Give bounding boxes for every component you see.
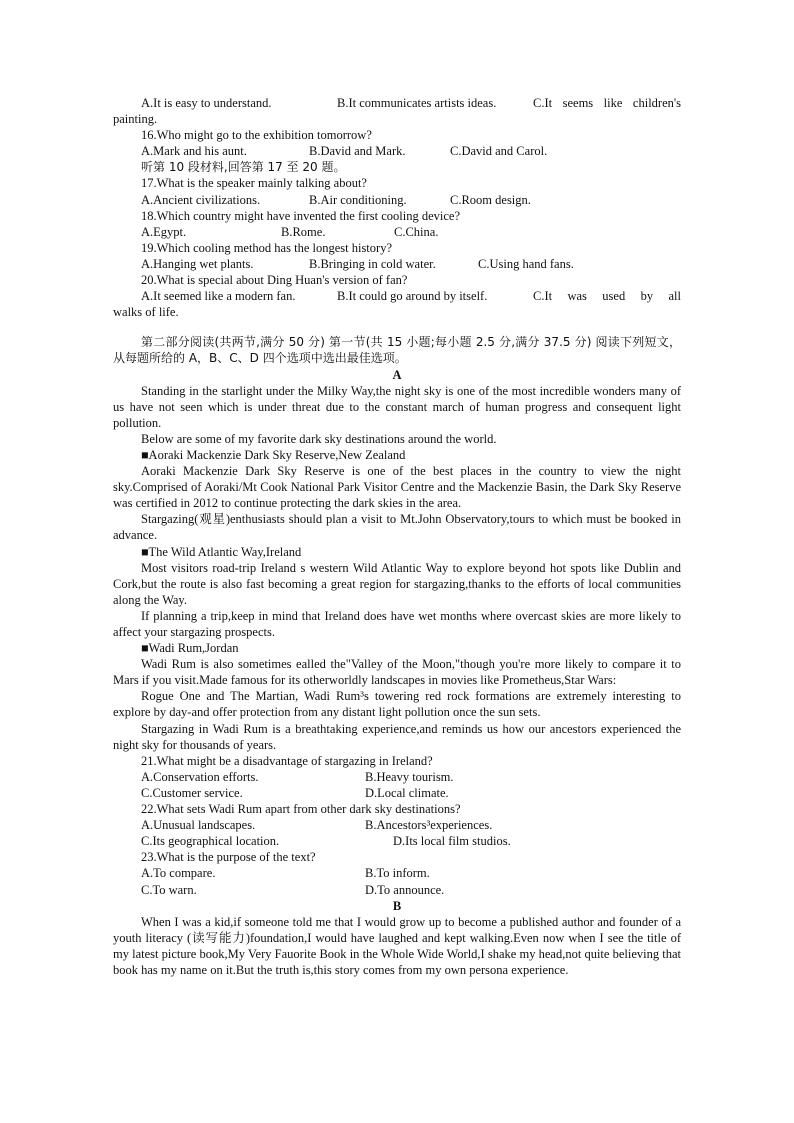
passage-a-paragraph: If planning a trip,keep in mind that Ireland does have wet months where overcast skies are more likely to affect your stargazing prospects.	[113, 608, 681, 639]
q22-option-b: B.Ancestors³experiences.	[365, 818, 493, 833]
q21-option-c: C.Customer service.	[141, 785, 243, 800]
q15-option-b: B.It communicates artists ideas.	[337, 96, 497, 110]
q21-option-b: B.Heavy tourism.	[365, 769, 454, 784]
passage-a-paragraph: Wadi Rum is also sometimes ealled the"Valley of the Moon,"though you're more likely to compare it to Mars if you visit.Made famous for its otherworldly landscapes in movies like Prometheus,Star Wars:	[113, 657, 681, 688]
q22-option-d: D.Its local film studios.	[393, 834, 511, 849]
passage-a-paragraph: Rogue One and The Martian, Wadi Rum³s towering red rock formations are extremely interesting to explore by day-and offer protection from any distant light pollution once the sun sets.	[113, 689, 681, 720]
q18-options	[113, 224, 681, 240]
q18-option-a: A.Egypt.	[141, 224, 187, 239]
q23-option-b: B.To inform.	[365, 866, 430, 881]
q20-option-a: A.It seemed like a modern fan.	[141, 289, 296, 304]
q16-option-c: C.David and Carol.	[450, 144, 548, 159]
passage-a-intro: Standing in the starlight under the Milky Way,the night sky is one of the most incredible wonders many of us have not seen which is under threat due to the constant march of human progress and consequent light pollution.	[113, 383, 681, 430]
q22-options-row2	[113, 833, 681, 849]
q19-option-a: A.Hanging wet plants.	[141, 256, 254, 271]
q18-option-b: B.Rome.	[281, 224, 326, 239]
q20-stem: 20.What is special about Ding Huan's version of fan?	[141, 273, 408, 288]
q20-option-c: C.It was used by all	[533, 289, 681, 304]
q22-option-c: C.Its geographical location.	[141, 834, 280, 849]
q20-option-c-continued: walks of life.	[113, 305, 179, 320]
q23-options-row2	[113, 882, 681, 898]
q15-option-c-continued: painting.	[113, 112, 158, 127]
q20-options	[113, 288, 681, 304]
q23-option-d: D.To announce.	[365, 882, 445, 897]
q19-option-b: B.Bringing in cold water.	[309, 256, 436, 271]
q22-stem: 22.What sets Wadi Rum apart from other dark sky destinations?	[141, 802, 461, 817]
q23-options-row1	[113, 865, 681, 881]
q16-option-a: A.Mark and his aunt.	[141, 144, 247, 159]
q19-options	[113, 256, 681, 272]
passage-a-heading-jordan: ■Wadi Rum,Jordan	[141, 641, 239, 656]
q20-option-b: B.It could go around by itself.	[337, 289, 488, 304]
passage-b-paragraph: When I was a kid,if someone told me that I would grow up to become a published author and founder of a youth literacy (读写能力)foundation,I would have laughed and kept walking.Even now when I see the title of my latest picture book,My Very Fauorite Book in the Whole Wide World,I shake my head,not quite believing that book has my name on it.But the truth is,this story comes from my own persona experience.	[113, 914, 681, 977]
q18-stem: 18.Which country might have invented the first cooling device?	[141, 208, 461, 223]
part2-header: 第二部分阅读(共两节,满分 50 分) 第一节(共 15 小题;每小题 2.5 分,满分 37.5 分) 阅读下列短文，从每题所给的 A，B、C、D 四个选项中选出最佳选项。	[113, 335, 681, 366]
q17-option-b: B.Air conditioning.	[309, 192, 407, 207]
q15-option-c: C.It seems like children's	[533, 96, 681, 110]
passage-a-paragraph: Aoraki Mackenzie Dark Sky Reserve is one of the best places in the country to view the night sky.Comprised of Aoraki/Mt Cook National Park Visitor Centre and the Mackenzie Basin, the Dark Sky Reserve was certified in 2012 to continue protecting the dark skies in the area.	[113, 464, 681, 511]
passage-a-label: A	[392, 367, 402, 382]
q16-options	[113, 143, 681, 159]
q22-option-a: A.Unusual landscapes.	[141, 818, 256, 833]
q15-option-a: A.It is easy to understand.	[141, 96, 272, 110]
q23-stem: 23.What is the purpose of the text?	[141, 850, 316, 865]
passage-a-paragraph: Stargazing in Wadi Rum is a breathtaking experience,and reminds us how our ancestors experienced the night sky for thousands of years.	[113, 721, 681, 752]
q18-option-c: C.China.	[394, 224, 439, 239]
passage-a-heading-ireland: ■The Wild Atlantic Way,Ireland	[141, 544, 302, 559]
q17-option-a: A.Ancient civilizations.	[141, 192, 261, 207]
passage-a-below: Below are some of my favorite dark sky destinations around the world.	[141, 431, 497, 446]
q21-options-row1	[113, 769, 681, 785]
q17-stem: 17.What is the speaker mainly talking about?	[141, 176, 367, 191]
q19-option-c: C.Using hand fans.	[478, 256, 574, 271]
q21-stem: 21.What might be a disadvantage of stargazing in Ireland?	[141, 753, 433, 768]
section10-instruction: 听第 10 段材料,回答第 17 至 20 题。	[141, 160, 346, 175]
exam-page	[113, 95, 681, 978]
q16-stem: 16.Who might go to the exhibition tomorrow?	[141, 128, 372, 143]
q21-option-a: A.Conservation efforts.	[141, 769, 259, 784]
passage-b-label: B	[392, 898, 402, 913]
passage-a-heading-new-zealand: ■Aoraki Mackenzie Dark Sky Reserve,New Zealand	[141, 447, 406, 462]
q17-options	[113, 192, 681, 208]
q17-option-c: C.Room design.	[450, 192, 531, 207]
q23-option-c: C.To warn.	[141, 882, 197, 897]
q22-options-row1	[113, 817, 681, 833]
q19-stem: 19.Which cooling method has the longest history?	[141, 240, 392, 255]
passage-a-paragraph: Most visitors road-trip Ireland s western Wild Atlantic Way to explore beyond hot spots like Dublin and Cork,but the route is also fast becoming a great region for stargazing,thanks to the efforts of local communities along the Way.	[113, 560, 681, 607]
q21-option-d: D.Local climate.	[365, 785, 449, 800]
q15-options	[113, 95, 681, 111]
passage-a-paragraph: Stargazing(观星)enthusiasts should plan a visit to Mt.John Observatory,tours to which must be booked in advance.	[113, 512, 681, 543]
q16-option-b: B.David and Mark.	[309, 144, 406, 159]
q23-option-a: A.To compare.	[141, 866, 216, 881]
q21-options-row2	[113, 785, 681, 801]
